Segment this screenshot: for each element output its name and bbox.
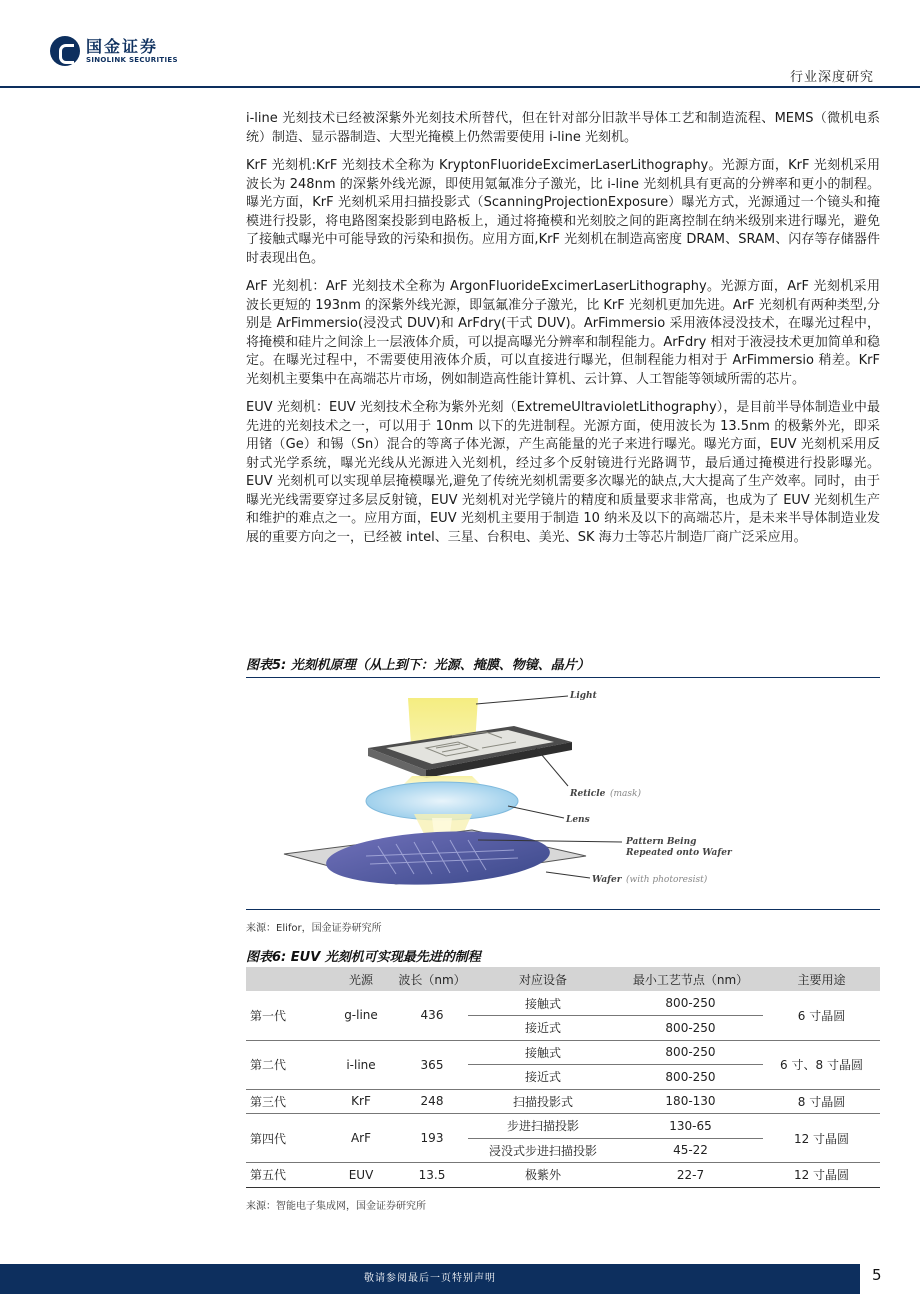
table-row bbox=[246, 1163, 880, 1188]
generation-cell: 第三代 bbox=[246, 1089, 326, 1114]
table-row bbox=[246, 1040, 880, 1065]
page-header bbox=[0, 0, 920, 90]
header-cell: 最小工艺节点（nm） bbox=[618, 967, 763, 991]
table-header-row bbox=[246, 967, 880, 991]
table-row bbox=[246, 991, 880, 1016]
header-cell: 光源 bbox=[326, 967, 396, 991]
label-pattern-2: Repeated onto Wafer bbox=[626, 848, 732, 858]
wavelength-cell: 13.5 bbox=[396, 1163, 468, 1188]
wavelength-cell: 193 bbox=[396, 1114, 468, 1163]
light-source-cell: EUV bbox=[326, 1163, 396, 1188]
node-cell: 180-130 bbox=[618, 1089, 763, 1114]
label-pattern-1: Pattern Being bbox=[626, 837, 697, 847]
table-row bbox=[246, 1114, 880, 1139]
usage-cell: 8 寸晶圆 bbox=[763, 1089, 880, 1114]
device-cell: 浸没式步进扫描投影 bbox=[468, 1138, 618, 1163]
paragraph-krf: KrF 光刻机:KrF 光刻技术全称为 KryptonFluorideExcimerLaserLithography。光源方面，KrF 光刻机采用波长为 248nm 的深紫外线光源，即使用氪氟准分子激光，比 i-line 光刻机具有更高的分辨率和更小的制程。曝光方面，KrF 光刻机采用扫描投影式（ScanningProjectionExposure）曝光方式，光源通过一个镜头和掩模进行投影，将电路图案投影到电路板上，通过将掩模和光刻胶之间的距离控制在纳米级别来进行曝光，避免了接触式曝光中可能导致的污染和损伤。应用方面,KrF 光刻机在制造高密度 DRAM、SRAM、闪存等存储器件时表现出色。 bbox=[246, 158, 880, 266]
wavelength-cell: 436 bbox=[396, 991, 468, 1040]
logo-name-cn: 国金证券 bbox=[86, 36, 159, 56]
node-cell: 800-250 bbox=[618, 1065, 763, 1090]
label-lens: Lens bbox=[566, 815, 590, 825]
paragraph-iline: i-line 光刻技术已经被深紫外光刻技术所替代，但在针对部分旧款半导体工艺和制造流程、MEMS（微机电系统）制造、显示器制造、大型光掩模上仍然需要使用 i-line 光刻机。 bbox=[246, 111, 880, 145]
lithography-illustration bbox=[246, 678, 880, 910]
device-cell: 接触式 bbox=[468, 991, 618, 1016]
figure5-title: 图表5: 光刻机原理（从上到下：光源、掩膜、物镜、晶片） bbox=[246, 654, 880, 678]
device-cell: 接近式 bbox=[468, 1016, 618, 1041]
device-cell: 接触式 bbox=[468, 1040, 618, 1065]
node-cell: 800-250 bbox=[618, 1016, 763, 1041]
page-number: 5 bbox=[872, 1266, 882, 1284]
paragraph-euv: EUV 光刻机：EUV 光刻技术全称为紫外光刻（ExtremeUltravioletLithography），是目前半导体制造业中最先进的光刻技术之一，可以用于 10nm 以下的先进制程。光源方面，使用波长为 13.5nm 的极紫外光，即采用锗（Ge）和锡（Sn）混合的等离子体光源，产生高能量的光子来进行曝光。曝光方面，EUV 光刻机采用反射式光学系统，曝光光线从光源进入光刻机，经过多个反射镜进行光路调节，最后通过掩模进行投影曝光。EUV 光刻机可以实现单层掩模曝光,避免了传统光刻机需要多次曝光的缺点,大大提高了生产效率。同时，由于曝光光线需要穿过多层反射镜，EUV 光刻机对光学镜片的精度和质量要求非常高，也成为了 EUV 光刻机生产和维护的难点之一。应用方面，EUV 光刻机主要用于制造 10 纳米及以下的高端芯片，是未来半导体制造业发展的重要方向之一，已经被 intel、三星、台积电、美光、SK 海力士等芯片制造厂商广泛采应用。 bbox=[246, 400, 880, 545]
footer-disclaimer-link[interactable]: 敬请参阅最后一页特别声明 bbox=[364, 1273, 496, 1284]
header-cell: 对应设备 bbox=[468, 967, 618, 991]
device-cell: 扫描投影式 bbox=[468, 1089, 618, 1114]
usage-cell: 6 寸、8 寸晶圆 bbox=[763, 1040, 880, 1089]
device-cell: 接近式 bbox=[468, 1065, 618, 1090]
usage-cell: 6 寸晶圆 bbox=[763, 991, 880, 1040]
wavelength-cell: 365 bbox=[396, 1040, 468, 1089]
logo-icon bbox=[50, 36, 80, 66]
table-row bbox=[246, 1089, 880, 1114]
node-cell: 130-65 bbox=[618, 1114, 763, 1139]
node-cell: 45-22 bbox=[618, 1138, 763, 1163]
report-category: 行业深度研究 bbox=[789, 70, 874, 85]
lithography-diagram bbox=[246, 678, 880, 910]
light-source-cell: ArF bbox=[326, 1114, 396, 1163]
usage-cell: 12 寸晶圆 bbox=[763, 1163, 880, 1188]
figure5-source: 来源：Elifor，国金证券研究所 bbox=[246, 923, 382, 934]
device-cell: 步进扫描投影 bbox=[468, 1114, 618, 1139]
generation-cell: 第五代 bbox=[246, 1163, 326, 1188]
generation-cell: 第四代 bbox=[246, 1114, 326, 1163]
generation-cell: 第一代 bbox=[246, 991, 326, 1040]
label-wafer-note: (with photoresist) bbox=[626, 875, 708, 885]
figure6-title: 图表6: EUV 光刻机可实现最先进的制程 bbox=[246, 950, 481, 965]
wafer bbox=[284, 826, 586, 890]
logo-name-en: SINOLINK SECURITIES bbox=[86, 55, 178, 64]
node-cell: 800-250 bbox=[618, 1040, 763, 1065]
label-reticle-note: (mask) bbox=[610, 789, 641, 799]
reticle-mask bbox=[368, 726, 572, 778]
light-source-cell: g-line bbox=[326, 991, 396, 1040]
label-wafer: Wafer bbox=[592, 875, 622, 885]
usage-cell: 12 寸晶圆 bbox=[763, 1114, 880, 1163]
label-reticle: Reticle bbox=[570, 789, 606, 799]
light-source-cell: i-line bbox=[326, 1040, 396, 1089]
lithography-generation-table bbox=[246, 967, 880, 1188]
header-cell: 波长（nm） bbox=[396, 967, 468, 991]
header-cell bbox=[246, 967, 326, 991]
body-text bbox=[246, 110, 880, 557]
paragraph-arf: ArF 光刻机：ArF 光刻技术全称为 ArgonFluorideExcimerLaserLithography。光源方面，ArF 光刻机采用波长更短的 193nm 的深紫外线光源，即氩氟准分子激光，比 KrF 光刻机更加先进。ArF 光刻机有两种类型,分别是 ArFimmersio(浸没式 DUV)和 ArFdry(干式 DUV)。ArFimmersio 采用液体浸没技术，在曝光过程中，将掩模和硅片之间涂上一层液体介质，可以提高曝光分辨率和制程能力。ArFdry 相对于液浸技术更加简单和稳定。在曝光过程中，不需要使用液体介质，可以直接进行曝光，但制程能力相对于 ArFimmersio 稍差。KrF 光刻机主要集中在高端芯片市场，例如制造高性能计算机、云计算、人工智能等领域所需的芯片。 bbox=[246, 279, 880, 387]
figure6-source: 来源：智能电子集成网，国金证券研究所 bbox=[246, 1201, 426, 1212]
header-divider bbox=[0, 86, 920, 88]
header-cell: 主要用途 bbox=[763, 967, 880, 991]
node-cell: 22-7 bbox=[618, 1163, 763, 1188]
company-logo bbox=[50, 36, 178, 66]
node-cell: 800-250 bbox=[618, 991, 763, 1016]
generation-cell: 第二代 bbox=[246, 1040, 326, 1089]
label-light: Light bbox=[570, 691, 597, 701]
light-source-cell: KrF bbox=[326, 1089, 396, 1114]
device-cell: 极紫外 bbox=[468, 1163, 618, 1188]
wavelength-cell: 248 bbox=[396, 1089, 468, 1114]
